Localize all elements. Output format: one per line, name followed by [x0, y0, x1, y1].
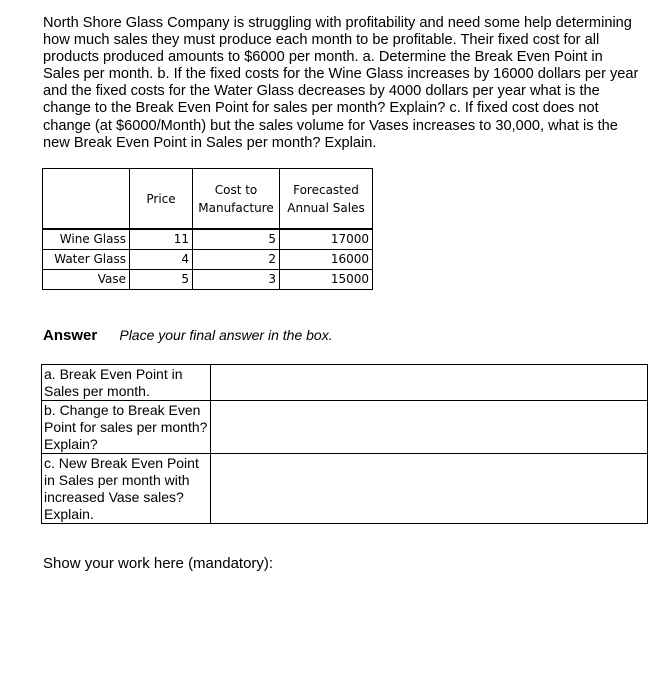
answer-instruction: Place your final answer in the box.: [119, 327, 333, 343]
cell-cost: 3: [193, 270, 280, 290]
cell-sales: 16000: [280, 250, 373, 270]
product-data-table: [42, 168, 373, 290]
answer-table: [41, 364, 648, 524]
question-a-label: a. Break Even Point in Sales per month.: [42, 365, 211, 401]
answer-heading: [43, 327, 333, 344]
cell-product: Wine Glass: [43, 230, 130, 250]
table-row: [43, 230, 373, 250]
cell-cost: 5: [193, 230, 280, 250]
cell-sales: 17000: [280, 230, 373, 250]
answer-row: [42, 401, 648, 454]
cell-product: Vase: [43, 270, 130, 290]
header-product: [43, 169, 130, 229]
show-work-label: Show your work here (mandatory):: [43, 555, 274, 572]
question-b-label: b. Change to Break Even Point for sales per month? Explain?: [42, 401, 211, 454]
cell-price: 4: [130, 250, 193, 270]
answer-row: [42, 365, 648, 401]
answer-c-box[interactable]: [211, 454, 648, 524]
answer-b-box[interactable]: [211, 401, 648, 454]
cell-product: Water Glass: [43, 250, 130, 270]
question-c-label: c. New Break Even Point in Sales per month with increased Vase sales? Explain.: [42, 454, 211, 524]
header-cost: Cost to Manufacture: [193, 169, 280, 229]
answer-label: Answer: [43, 327, 98, 344]
table-row: [43, 270, 373, 290]
problem-statement: North Shore Glass Company is struggling with profitability and need some help determining how much sales they must produce each month to be profitable. Their fixed cost for all products produced amounts to $6000 per month. a. Determine the Break Even Point in Sales per month. b. If the fixed costs for the Wine Glass increases by 16000 dollars per year and the fixed costs for the Water Glass decreases by 4000 dollars per year what is the change to the Break Even Point for sales per month? Explain? c. If fixed cost does not change (at $6000/Month) but the sales volume for Vases increases to 30,000, what is the new Break Even Point in Sales per month? Explain.: [43, 15, 639, 151]
header-sales: Forecasted Annual Sales: [280, 169, 373, 229]
cell-cost: 2: [193, 250, 280, 270]
answer-a-box[interactable]: [211, 365, 648, 401]
header-price: Price: [130, 169, 193, 229]
table-header-row: [43, 169, 373, 229]
cell-price: 5: [130, 270, 193, 290]
answer-row: [42, 454, 648, 524]
cell-price: 11: [130, 230, 193, 250]
cell-sales: 15000: [280, 270, 373, 290]
table-row: [43, 250, 373, 270]
